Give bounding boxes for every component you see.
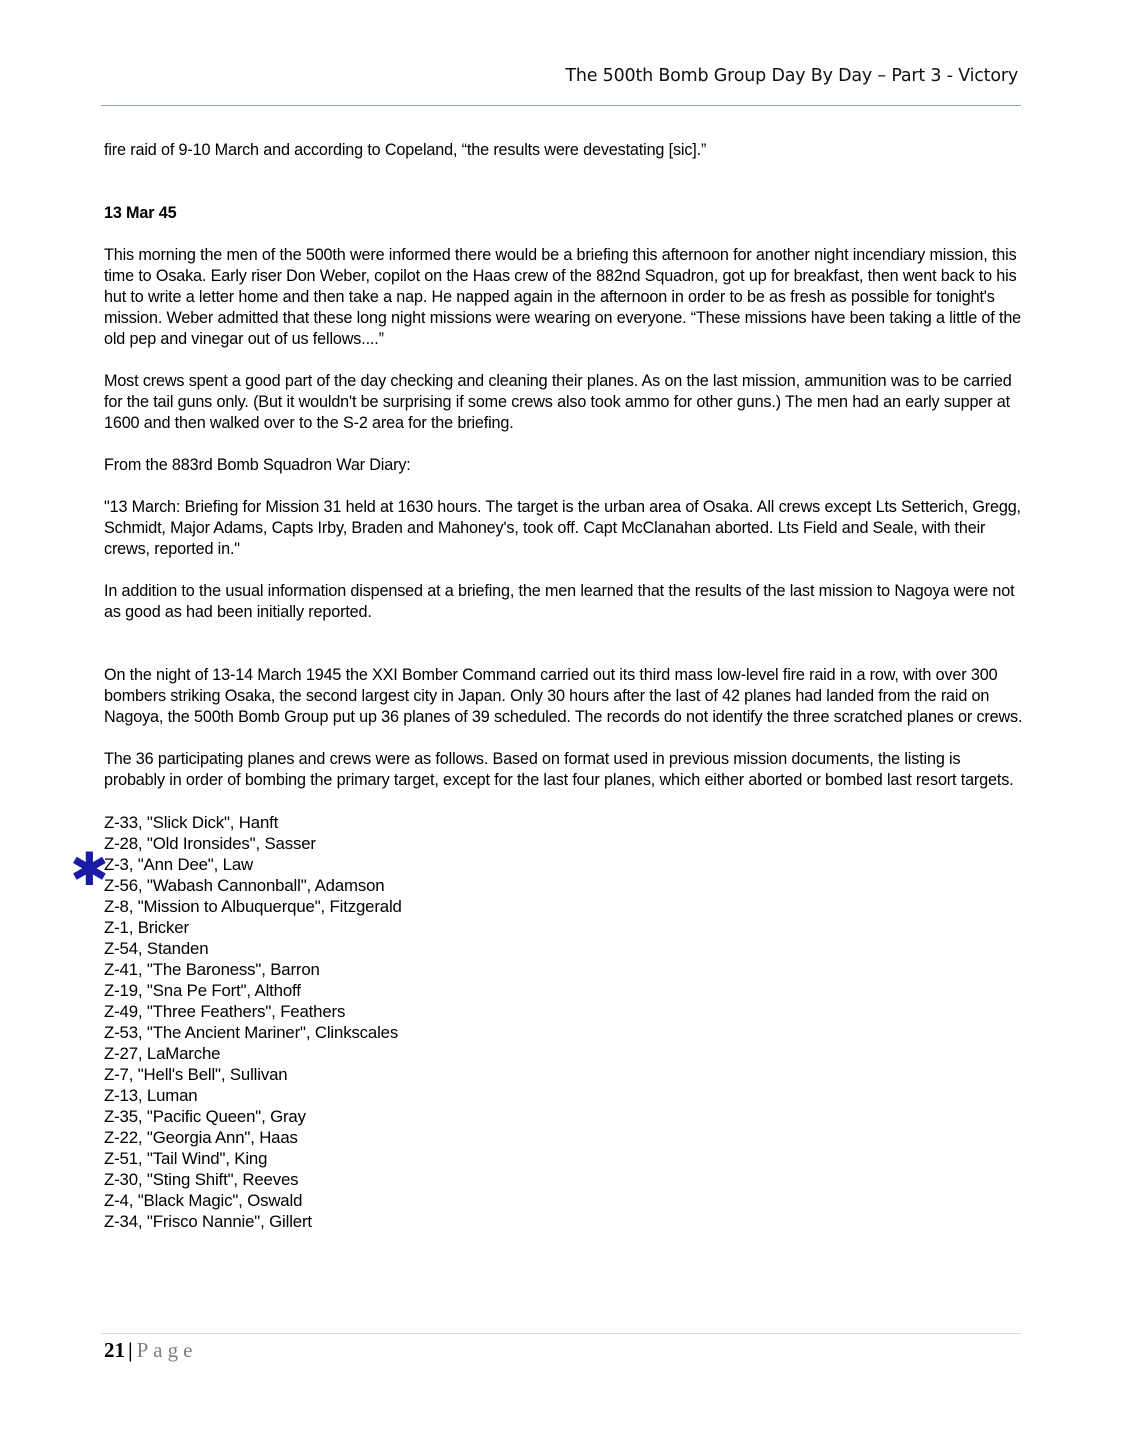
plane-entry: Z-1, Bricker	[104, 918, 189, 937]
plane-list-item	[104, 917, 1024, 938]
plane-list-item	[104, 1127, 1024, 1148]
plane-entry: Z-28, "Old Ironsides", Sasser	[104, 834, 316, 853]
plane-entry: Z-7, "Hell's Bell", Sullivan	[104, 1065, 288, 1084]
plane-list-item	[104, 1085, 1024, 1106]
paragraph-war-diary-intro: From the 883rd Bomb Squadron War Diary:	[104, 456, 411, 474]
plane-entry: Z-30, "Sting Shift", Reeves	[104, 1170, 299, 1189]
plane-list-item	[104, 1190, 1024, 1211]
plane-entry: Z-35, "Pacific Queen", Gray	[104, 1107, 306, 1126]
paragraph-osaka-raid: On the night of 13-14 March 1945 the XXI Bomber Command carried out its third mass low-level fire raid in a row, with over 300 bombers striking Osaka, the second largest city in Japan. Only 30 hours after the last of 42 planes had landed from the raid on Nagoya, the 500th Bomb Group put up 36 planes of 39 scheduled. The records do not identify the three scratched planes or crews.	[104, 666, 1023, 726]
plane-list-item	[104, 980, 1024, 1001]
header-divider	[101, 105, 1021, 106]
plane-list-item	[104, 1211, 1024, 1232]
paragraph-crews-prep: Most crews spent a good part of the day checking and cleaning their planes. As on the last mission, ammunition was to be carried for the tail guns only. (But it wouldn't be surprising if some crews also took ammo for other guns.) The men had an early supper at 1600 and then walked over to the S-2 area for the briefing.	[104, 372, 1012, 432]
plane-list-item	[104, 812, 1024, 833]
page-footer	[104, 1338, 197, 1363]
page-number: 21	[104, 1338, 125, 1362]
plane-list-item	[104, 833, 1024, 854]
page-label: Page	[136, 1338, 198, 1362]
plane-list-item	[104, 1043, 1024, 1064]
plane-entry: Z-22, "Georgia Ann", Haas	[104, 1128, 298, 1147]
plane-entry: Z-3, "Ann Dee", Law	[104, 855, 253, 874]
plane-entry: Z-8, "Mission to Albuquerque", Fitzgerald	[104, 897, 402, 916]
date-heading: 13 Mar 45	[104, 204, 177, 222]
paragraph-participants-intro: The 36 participating planes and crews were as follows. Based on format used in previous mission documents, the listing is probably in order of bombing the primary target, except for the last four planes, which either aborted or bombed last resort targets.	[104, 750, 1014, 789]
plane-entry: Z-56, "Wabash Cannonball", Adamson	[104, 876, 385, 895]
plane-list-item	[104, 938, 1024, 959]
plane-crew-list	[70, 812, 1024, 1232]
plane-entry: Z-34, "Frisco Nannie", Gillert	[104, 1212, 312, 1231]
paragraph-war-diary-quote: "13 March: Briefing for Mission 31 held at 1630 hours. The target is the urban area of Osaka. All crews except Lts Setterich, Gregg, Schmidt, Major Adams, Capts Irby, Braden and Mahoney's, took off. Capt McClanahan aborted. Lts Field and Seale, with their crews, reported in."	[104, 498, 1021, 558]
paragraph-weber: This morning the men of the 500th were informed there would be a briefing this afternoon for another night incendiary mission, this time to Osaka. Early riser Don Weber, copilot on the Haas crew of the 882nd Squadron, got up for breakfast, then went back to his hut to write a letter home and then take a nap. He napped again in the afternoon in order to be as fresh as possible for tonight's mission. Weber admitted that these long night missions were wearing on everyone. “These missions have been taking a little of the old pep and vinegar out of us fellows....”	[104, 246, 1022, 348]
plane-entry: Z-41, "The Baroness", Barron	[104, 960, 320, 979]
plane-entry: Z-49, "Three Feathers", Feathers	[104, 1002, 346, 1021]
paragraph-briefing-results: In addition to the usual information dispensed at a briefing, the men learned that the results of the last mission to Nagoya were not as good as had been initially reported.	[104, 582, 1015, 621]
plane-entry: Z-53, "The Ancient Mariner", Clinkscales	[104, 1023, 399, 1042]
plane-list-item	[104, 959, 1024, 980]
plane-list-item	[104, 875, 1024, 896]
plane-entry: Z-33, "Slick Dick", Hanft	[104, 813, 279, 832]
plane-entry: Z-27, LaMarche	[104, 1044, 221, 1063]
footer-divider	[101, 1333, 1021, 1334]
lead-paragraph: fire raid of 9-10 March and according to Copeland, “the results were devestating [sic].”	[104, 141, 707, 159]
plane-list-item	[104, 896, 1024, 917]
plane-entry: Z-4, "Black Magic", Oswald	[104, 1191, 303, 1210]
plane-entry: Z-19, "Sna Pe Fort", Althoff	[104, 981, 301, 1000]
plane-list-item	[104, 1022, 1024, 1043]
plane-list-item	[104, 1148, 1024, 1169]
page-body	[70, 140, 1024, 1232]
plane-entry: Z-51, "Tail Wind", King	[104, 1149, 268, 1168]
running-header-title: The 500th Bomb Group Day By Day – Part 3 - Victory	[565, 66, 1018, 86]
asterisk-icon: ✱	[70, 842, 109, 896]
footer-separator: |	[128, 1338, 133, 1362]
plane-list-item	[104, 1064, 1024, 1085]
plane-list-item	[104, 1106, 1024, 1127]
plane-list-item	[104, 1169, 1024, 1190]
plane-entry: Z-54, Standen	[104, 939, 209, 958]
plane-entry: Z-13, Luman	[104, 1086, 198, 1105]
plane-list-item	[104, 1001, 1024, 1022]
